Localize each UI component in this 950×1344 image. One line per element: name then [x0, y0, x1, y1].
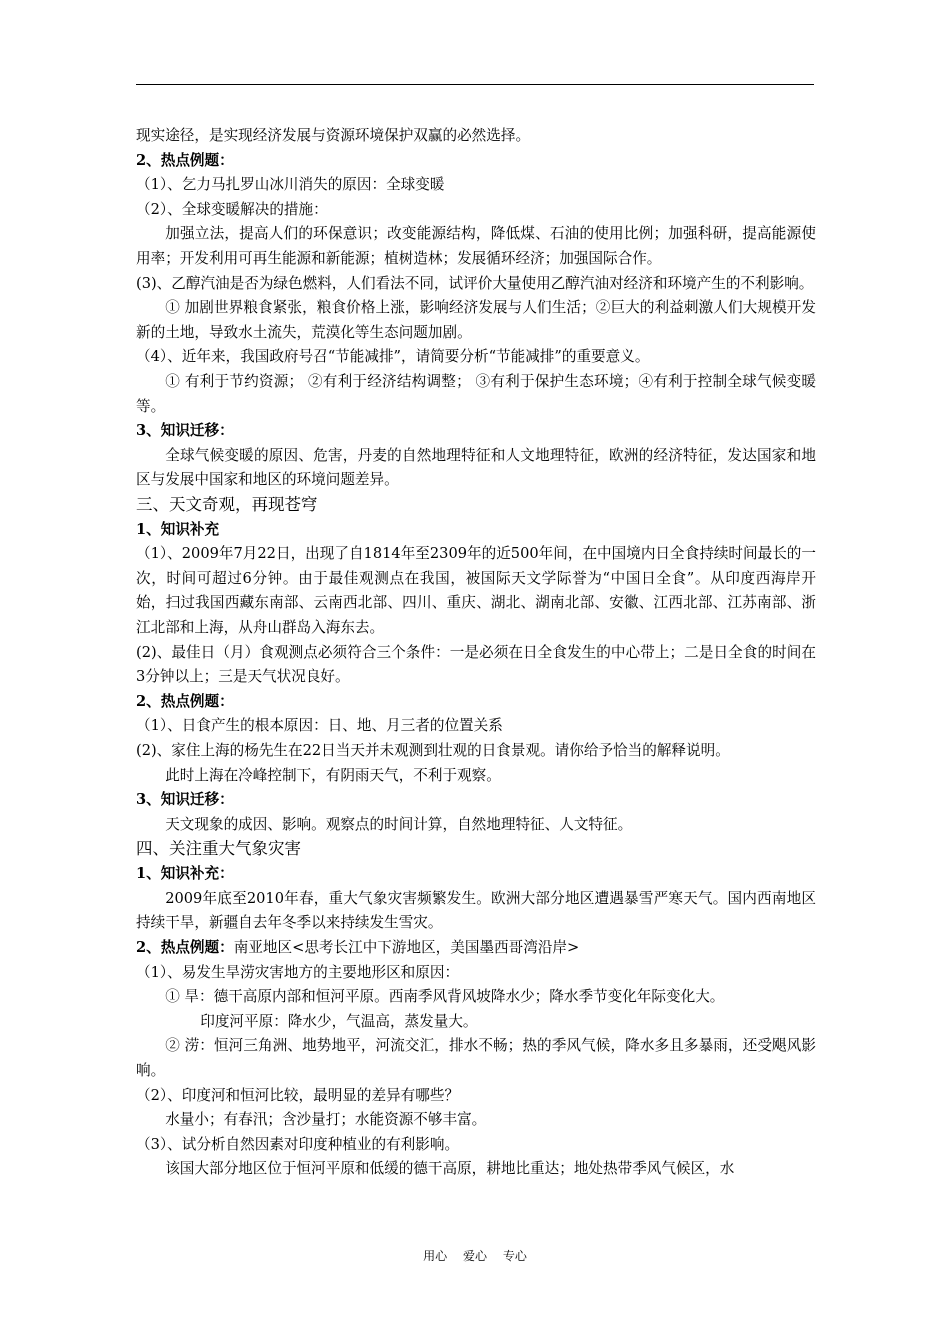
section-heading: 2、热点例题：: [136, 151, 234, 169]
section-heading: 1、知识补充: [136, 520, 220, 538]
document-body: [136, 124, 816, 1182]
paragraph: （2）、印度河和恒河比较，最明显的差异有哪些？: [136, 1086, 460, 1104]
paragraph: (3)、乙醇汽油是否为绿色燃料，人们看法不同，试评价大量使用乙醇汽油对经济和环境产生的不利影响。: [136, 274, 814, 292]
paragraph: 现实途径，是实现经济发展与资源环境保护双赢的必然选择。: [136, 127, 531, 144]
footer-text: 专心: [502, 1249, 527, 1263]
page-footer: [0, 1247, 950, 1264]
paragraph: 天文现象的成因、影响。观察点的时间计算，自然地理特征、人文特征。: [165, 815, 633, 833]
paragraph: 全球气候变暖的原因、危害，丹麦的自然地理特征和人文地理特征，欧洲的经济特征，发达国家和地区与发展中国家和地区的环境问题差异。: [136, 446, 816, 489]
paragraph: （2）、全球变暖解决的措施：: [136, 200, 328, 218]
paragraph: ① 旱：德干高原内部和恒河平原。西南季风背风坡降水少；降水季节变化年际变化大。: [165, 988, 725, 1006]
paragraph: ② 涝：恒河三角洲、地势地平，河流交汇，排水不畅；热的季风气候，降水多且多暴雨，还受飓风影响。: [136, 1037, 816, 1079]
paragraph: （1）、日食产生的根本原因：日、地、月三者的位置关系: [136, 717, 503, 735]
paragraph: (2)、家住上海的杨先生在22日当天并未观测到壮观的日食景观。请你给予恰当的解释说明。: [136, 742, 730, 760]
paragraph: 该国大部分地区位于恒河平原和低缓的德干高原，耕地比重达；地处热带季风气候区，水: [165, 1160, 735, 1178]
paragraph: 此时上海在冷峰控制下，有阴雨天气，不利于观察。: [165, 766, 501, 784]
paragraph: ① 加剧世界粮食紧张，粮食价格上涨，影响经济发展与人们生活；②巨大的利益刺激人们大规模开发新的土地，导致水土流失，荒漠化等生态问题加剧。: [136, 299, 816, 341]
paragraph: 加强立法，提高人们的环保意识；改变能源结构，降低煤、石油的使用比例；加强科研，提高能源使用率；开发利用可再生能源和新能源；植树造林；发展循环经济；加强国际合作。: [136, 225, 816, 267]
part-heading: 三、天文奇观，再现苍穹: [136, 494, 318, 514]
footer-text: 爱心: [462, 1249, 487, 1263]
part-heading: 四、关注重大气象灾害: [136, 839, 301, 859]
paragraph: 2009年底至2010年春，重大气象灾害频繁发生。欧洲大部分地区遭遇暴雪严寒天气。国内西南地区持续干旱，新疆自去年冬季以来持续发生雪灾。: [136, 889, 816, 932]
paragraph: （1）、易发生旱涝灾害地方的主要地形区和原因：: [136, 963, 460, 981]
example-heading-line: [136, 936, 816, 961]
section-heading: 3、知识迁移：: [136, 791, 234, 809]
section-heading: 2、热点例题：: [136, 692, 234, 710]
footer-text: 用心: [423, 1249, 448, 1263]
paragraph: （4）、近年来，我国政府号召“节能减排”，请简要分析“节能减排”的重要意义。: [136, 348, 650, 366]
section-heading: 1、知识补充：: [136, 865, 234, 883]
header-rule: [136, 84, 814, 85]
section-heading: 2、热点例题：: [136, 939, 234, 956]
paragraph: 水量小；有春汛；含沙量打；水能资源不够丰富。: [165, 1111, 487, 1129]
example-region: 南亚地区<思考长江中下游地区，美国墨西哥湾沿岸>: [233, 939, 580, 956]
paragraph: （1）、乞力马扎罗山冰川消失的原因：全球变暖: [136, 176, 445, 194]
paragraph: （1）、2009年7月22日，出现了自1814年至2309年的近500年间，在中国境内日全食持续时间最长的一次，时间可超过6分钟。由于最佳观测点在我国，被国际天文学际誉为“中国日全食”。从印度西海岸开始，扫过我国西藏东南部、云南西北部、四川、重庆、湖北、湖南北部、安徽、江西北部、江苏南部、浙江北部和上海，从舟山群岛入海东去。: [136, 545, 816, 637]
paragraph: (2)、最佳日（月）食观测点必须符合三个条件：一是必须在日全食发生的中心带上；二是日全食的时间在3分钟以上；三是天气状况良好。: [136, 643, 816, 686]
paragraph: 印度河平原：降水少，气温高，蒸发量大。: [200, 1012, 478, 1030]
section-heading: 3、知识迁移：: [136, 422, 234, 440]
paragraph: （3）、试分析自然因素对印度种植业的有利影响。: [136, 1135, 460, 1153]
paragraph: ① 有利于节约资源； ②有利于经济结构调整； ③有利于保护生态环境；④有利于控制全球气候变暖等。: [136, 372, 816, 415]
